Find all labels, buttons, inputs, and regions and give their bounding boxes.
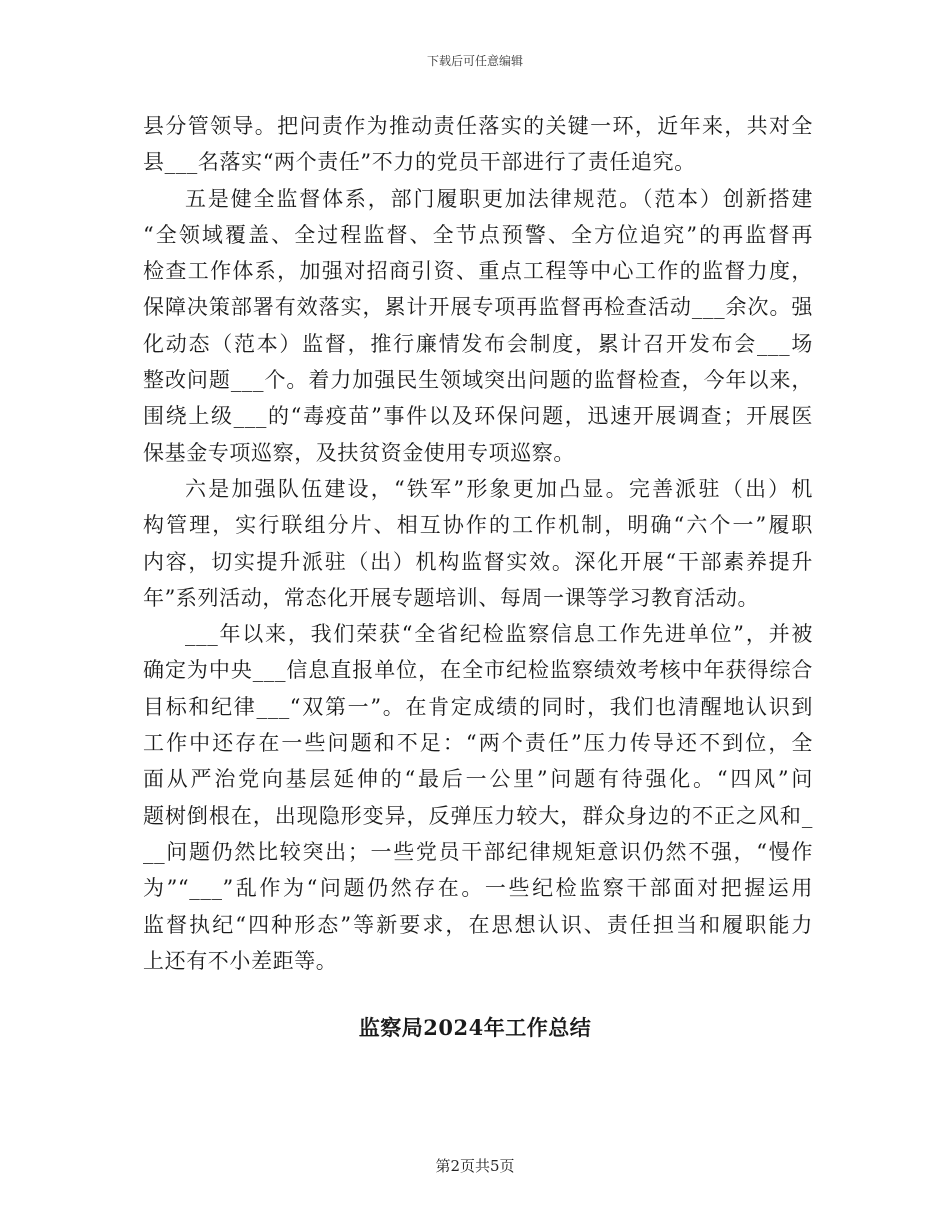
text-line: 为”“___”乱作为“问题仍然存在。一些纪检监察干部面对把握运用 [143,876,813,901]
text-line: 内容，切实提升派驻（出）机构监督实效。深化开展“干部素养提升 [143,549,813,574]
page-header: 下载后可任意编辑 [426,54,523,68]
text-line: 题树倒根在，出现隐形变异，反弹压力较大，群众身边的不正之风和_ [143,803,813,828]
text-line: “全领域覆盖、全过程监督、全节点预警、全方位追究”的再监督再 [143,222,813,247]
text-line: 六是加强队伍建设，“铁军”形象更加凸显。完善派驻（出）机 [185,476,813,501]
text-line: 县___名落实“两个责任”不力的党员干部进行了责任追究。 [143,150,696,175]
text-line: 县分管领导。把问责作为推动责任落实的关键一环，近年来，共对全 [143,114,813,138]
text-line: 上还有不小差距等。 [143,948,338,973]
text-line: 化动态（范本）监督，推行廉情发布会制度，累计召开发布会___场 [143,331,813,356]
text-line: 工作中还存在一些问题和不足：“两个责任”压力传导还不到位，全 [143,731,813,756]
text-line: 年”系列活动，常态化开展专题培训、每周一课等学习教育活动。 [143,585,760,610]
text-line: ___年以来，我们荣获“全省纪检监察信息工作先进单位”，并被 [185,622,813,647]
text-line: 围绕上级___的“毒疫苗”事件以及环保问题，迅速开展调查；开展医 [143,404,813,429]
section-title: 监察局2024年工作总结 [358,1015,592,1040]
text-line: 保基金专项巡察，及扶贫资金使用专项巡察。 [143,440,575,465]
text-line: 保障决策部署有效落实，累计开展专项再监督再检查活动___余次。强 [143,295,813,320]
page-footer: 第2页共5页 [435,1157,515,1175]
text-line: 面从严治党向基层延伸的“最后一公里”问题有待强化。“四风”问 [143,767,813,792]
text-line: 确定为中央___信息直报单位，在全市纪检监察绩效考核中年获得综合 [143,658,813,683]
text-line: 检查工作体系，加强对招商引资、重点工程等中心工作的监督力度， [143,259,813,284]
text-line: 目标和纪律___“双第一”。在肯定成绩的同时，我们也清醒地认识到 [143,694,813,719]
text-line: 五是健全监督体系，部门履职更加法律规范。（范本）创新搭建 [185,186,813,211]
text-line: 构管理，实行联组分片、相互协作的工作机制，明确“六个一”履职 [143,513,813,538]
text-line: 整改问题___个。着力加强民生领域突出问题的监督检查，今年以来， [143,368,813,393]
document-body [143,108,813,979]
text-line: __问题仍然比较突出；一些党员干部纪律规矩意识仍然不强，“慢作 [143,839,813,864]
text-line: 监督执纪“四种形态”等新要求，在思想认识、责任担当和履职能力 [143,912,813,937]
